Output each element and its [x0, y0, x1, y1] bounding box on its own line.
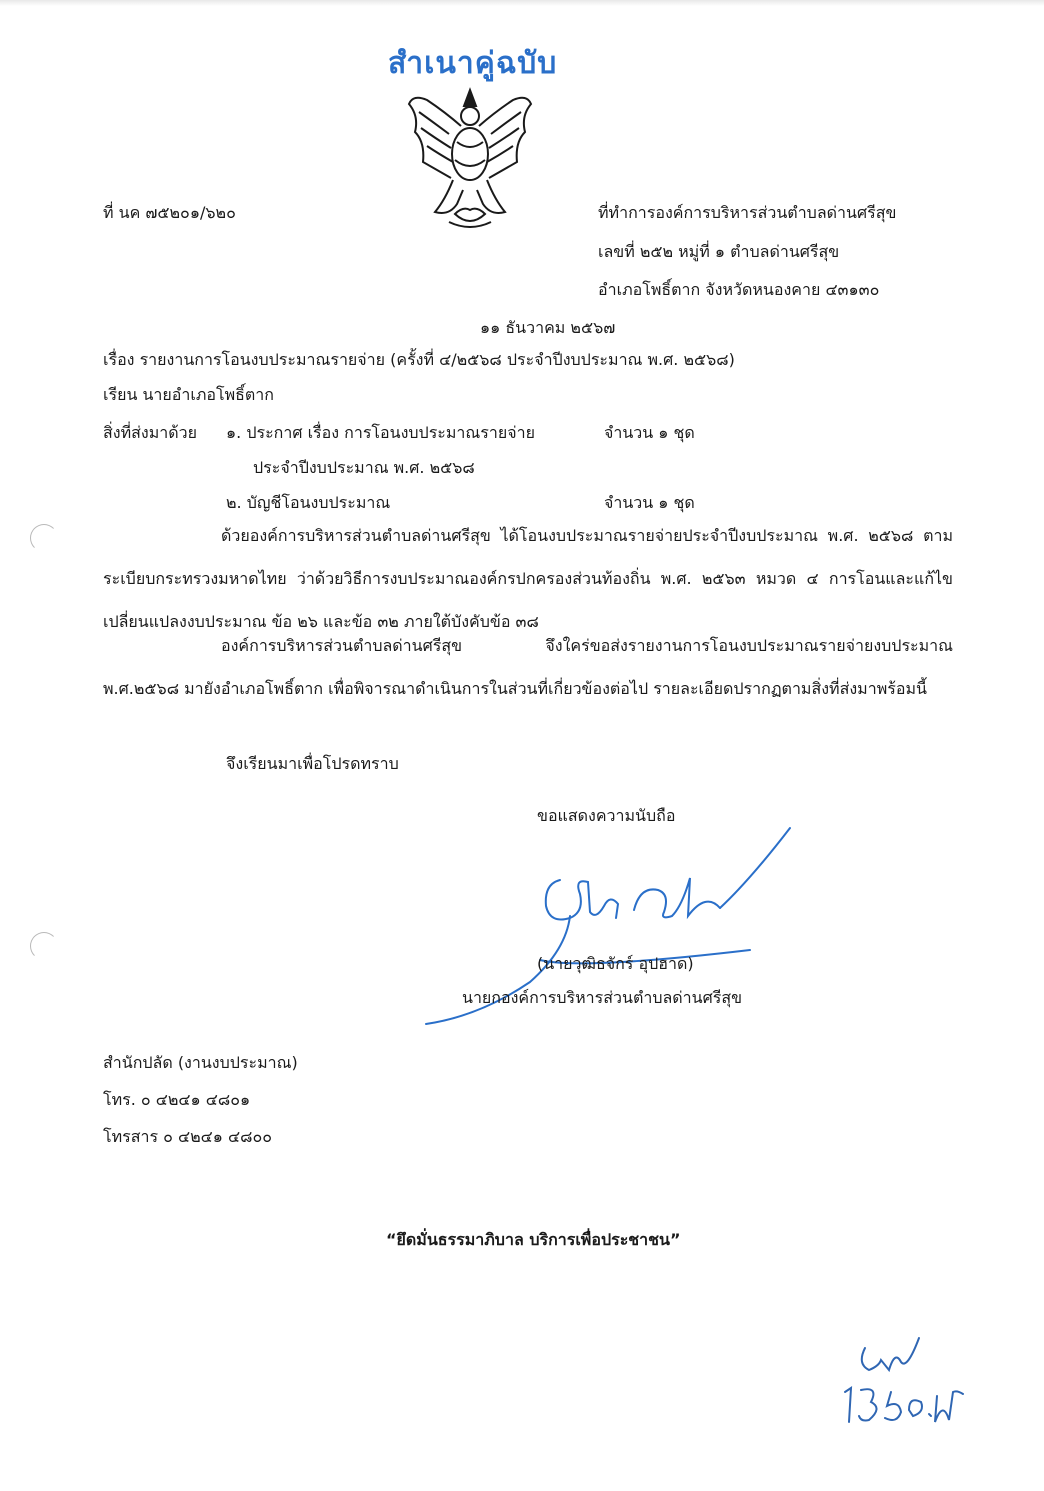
fax-line: โทรสาร ๐ ๔๒๔๑ ๔๘๐๐: [103, 1127, 273, 1146]
body-paragraph-2: [103, 624, 953, 710]
subject-line: เรื่อง รายงานการโอนงบประมาณรายจ่าย (ครั้งที่ ๔/๒๕๖๘ ประจำปีงบประมาณ พ.ศ. ๒๕๖๘): [103, 350, 735, 369]
phone-line: โทร. ๐ ๔๒๔๑ ๔๘๐๑: [103, 1090, 251, 1109]
enclosure-item-2-qty: จำนวน ๑ ชุด: [604, 493, 695, 512]
regards-line: ขอแสดงความนับถือ: [537, 806, 676, 825]
enclosure-item-1-cont: ประจำปีงบประมาณ พ.ศ. ๒๕๖๘: [253, 458, 475, 477]
closing-line: จึงเรียนมาเพื่อโปรดทราบ: [226, 754, 399, 773]
enclosure-item-1: ๑. ประกาศ เรื่อง การโอนงบประมาณรายจ่าย: [226, 423, 535, 442]
enclosures-label: สิ่งที่ส่งมาด้วย: [103, 423, 197, 442]
scan-edge: [0, 0, 1044, 6]
office-address-line1: ที่ทำการองค์การบริหารส่วนตำบลด่านศรีสุข: [598, 203, 897, 222]
signer-name: (นายวุฒิธจักร์ อุปฮาด): [537, 954, 694, 973]
body-paragraph-2-text: องค์การบริหารส่วนตำบลด่านศรีสุข จึงใคร่ขอส่งรายงานการโอนงบประมาณรายจ่ายงบประมาณ พ.ศ.๒๕๖๘ มายังอำเภอโพธิ์ตาก เพื่อพิจารณาดำเนินการในส่วนที่เกี่ยวข้องต่อไป รายละเอียดปรากฏตามสิ่งที่ส่งมาพร้อมนี้: [103, 636, 953, 698]
handwritten-note-icon: [835, 1330, 975, 1430]
office-address-line3: อำเภอโพธิ์ตาก จังหวัดหนองคาย ๔๓๑๓๐: [598, 280, 880, 299]
copy-stamp: สำเนาคู่ฉบับ: [388, 46, 558, 81]
enclosure-item-2: ๒. บัญชีโอนงบประมาณ: [226, 493, 391, 512]
reference-number: ที่ นค ๗๕๒๐๑/๖๒๐: [103, 203, 236, 222]
motto: “ยึดมั่นธรรมาภิบาล บริการเพื่อประชาชน”: [386, 1230, 681, 1249]
punch-hole: [30, 524, 58, 552]
department-line: สำนักปลัด (งานงบประมาณ): [103, 1053, 298, 1072]
document-date: ๑๑ ธันวาคม ๒๕๖๗: [480, 318, 616, 337]
punch-hole: [30, 932, 58, 960]
body-paragraph-1-text: ด้วยองค์การบริหารส่วนตำบลด่านศรีสุข ได้โอนงบประมาณรายจ่ายประจำปีงบประมาณ พ.ศ. ๒๕๖๘ ตามระเบียบกระทรวงมหาดไทย ว่าด้วยวิธีการงบประมาณองค์กรปกครองส่วนท้องถิ่น พ.ศ. ๒๕๖๓ หมวด ๔ การโอนและแก้ไขเปลี่ยนแปลงงบประมาณ ข้อ ๒๖ และข้อ ๓๒ ภายใต้บังคับข้อ ๓๘: [103, 526, 953, 631]
recipient-line: เรียน นายอำเภอโพธิ์ตาก: [103, 385, 274, 404]
signer-title: นายกองค์การบริหารส่วนตำบลด่านศรีสุข: [462, 988, 743, 1007]
garuda-emblem-icon: [405, 82, 535, 232]
office-address-line2: เลขที่ ๒๕๒ หมู่ที่ ๑ ตำบลด่านศรีสุข: [598, 242, 840, 261]
enclosure-item-1-qty: จำนวน ๑ ชุด: [604, 423, 695, 442]
